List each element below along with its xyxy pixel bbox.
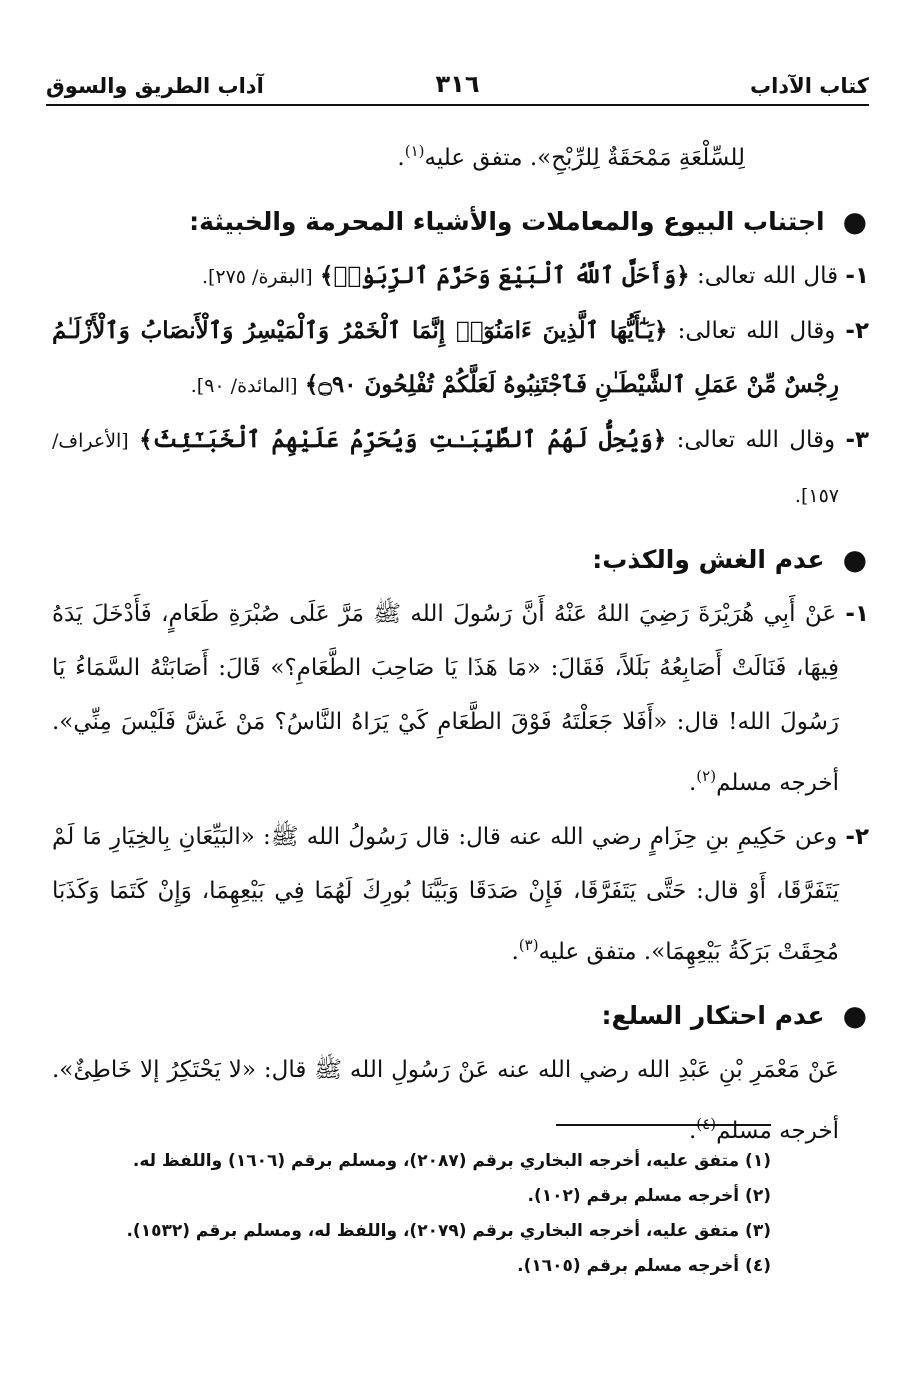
hadith-text: وعن حَكِيمِ بنِ حِزَامٍ رضي الله عنه قال: قال رَسُولُ الله ﷺ: «البَيِّعَانِ بِالخِيَارِ مَا لَمْ يَتَفَرَّقَا، أَوْ قال: حَتَّى يَتَفَرَّقَا، فَإِنْ صَدَقَا وَبَيَّنَا بُورِكَ لَهُمَا فِي بَيْعِهِمَا، وَإِنْ كَتَمَا وَكَذَبَا مُحِقَتْ بَرَكَةُ بَيْعِهِمَا». متفق عليه (52, 824, 839, 965)
verse-reference: [المائدة/ ٩٠]. (190, 375, 298, 397)
continuation-line (52, 124, 869, 185)
item-intro: وقال الله تعالى: (677, 318, 836, 344)
footnote-divider (556, 1124, 771, 1126)
item-intro: قال الله تعالى: (696, 263, 839, 289)
item-number: ٢- (845, 318, 870, 344)
continuation-end: . (397, 145, 405, 171)
item-number: ١- (845, 601, 870, 627)
verse-reference: [البقرة/ ٢٧٥]. (201, 266, 313, 288)
header-divider (46, 104, 869, 106)
footnote: (١) متفق عليه، أخرجه البخاري برقم (٢٠٨٧)، ومسلم برقم (١٦٠٦) واللفظ له. (132, 1151, 771, 1171)
footnote-marker: (١) (404, 142, 425, 160)
footnote: (٣) متفق عليه، أخرجه البخاري برقم (٢٠٧٩)، واللفظ له، ومسلم برقم (١٥٣٢). (126, 1221, 771, 1241)
hadith-text: عَنْ أَبِي هُرَيْرَةَ رَضِيَ اللهُ عَنْهُ أَنَّ رَسُولَ الله ﷺ مَرَّ عَلَى صُبْرَةِ طَعَامٍ، فَأَدْخَلَ يَدَهُ فِيهَا، فَنَالَتْ أَصَابِعُهُ بَلَلاً، فَقَالَ: «مَا هَذَا يَا صَاحِبَ الطَّعَامِ؟» قَالَ: أَصَابَتْهُ السَّمَاءُ يَا رَسُولَ الله! قال: «أَفَلا جَعَلْتَهُ فَوْقَ الطَّعَامِ كَيْ يَرَاهُ النَّاسُ؟ مَنْ غَشَّ فَلَيْسَ مِنِّي». أخرجه مسلم (52, 601, 839, 796)
quran-verse: ﴿وَيُحِلُّ لَهُمُ ٱلطَّيِّبَـٰتِ وَيُحَرِّمُ عَلَيْهِمُ ٱلْخَبَـٰٓئِثَ﴾ (139, 426, 667, 453)
bullet-icon: ● (842, 543, 867, 576)
page-header (46, 70, 869, 104)
section-heading-text: عدم احتكار السلع: (601, 1001, 825, 1030)
hadith-paragraph (52, 1043, 869, 1158)
continuation-text: لِلسِّلْعَةِ مَمْحَقَةٌ لِلرِّبْحِ». متفق عليه (424, 145, 745, 171)
section-heading-forbidden-dealings (52, 195, 869, 249)
item-number: ١- (845, 263, 869, 289)
footnotes (52, 1144, 771, 1284)
list-item (52, 249, 869, 304)
list-item (52, 587, 869, 810)
bullet-icon: ● (842, 205, 867, 238)
section-heading-text: اجتناب البيوع والمعاملات والأشياء المحرمة والخبيثة: (189, 207, 825, 236)
item-intro: وقال الله تعالى: (676, 427, 836, 453)
page-body (52, 124, 869, 1158)
book-title: كتاب الآداب (750, 74, 869, 98)
footnote-marker: (٣) (518, 936, 539, 954)
footnote-marker: (٢) (696, 767, 717, 785)
verse-reference: [الأعراف/ ١٥٧]. (52, 430, 839, 507)
quran-verse: ﴿يَـٰٓأَيُّهَا ٱلَّذِينَ ءَامَنُوٓا۟ إِنَّمَا ٱلْخَمْرُ وَٱلْمَيْسِرُ وَٱلْأَنصَابُ وَٱلْأَزْلَـٰمُ رِجْسٌ مِّنْ عَمَلِ ٱلشَّيْطَـٰنِ فَٱجْتَنِبُوهُ لَعَلَّكُمْ تُفْلِحُونَ ۝٩٠﴾ (52, 317, 839, 398)
section-heading-no-hoarding (52, 989, 869, 1043)
hadith-end: . (511, 939, 519, 965)
hadith-end: . (688, 1118, 697, 1144)
list-item (52, 413, 869, 523)
list-item (52, 304, 869, 413)
quran-verse: ﴿وَأَحَلَّ ٱللَّهُ ٱلْبَيْعَ وَحَرَّمَ ٱلرِّبَوٰا۟﴾ (320, 262, 690, 289)
page-number: ٣١٦ (435, 70, 480, 98)
chapter-title: آداب الطريق والسوق (46, 74, 264, 98)
hadith-end: . (688, 770, 697, 796)
footnote: (٤) أخرجه مسلم برقم (١٦٠٥). (517, 1256, 771, 1276)
hadith-text: عَنْ مَعْمَرِ بْنِ عَبْدِ الله رضي الله عنه عَنْ رَسُولِ الله ﷺ قال: «لا يَحْتَكِرُ إلا خَاطِئٌ». أخرجه مسلم (52, 1057, 839, 1144)
footnote: (٢) أخرجه مسلم برقم (١٠٢). (527, 1186, 771, 1206)
item-number: ٣- (845, 427, 870, 453)
section-heading-no-cheating (52, 533, 869, 587)
section-heading-text: عدم الغش والكذب: (592, 545, 825, 574)
footnote-marker: (٤) (696, 1115, 717, 1133)
item-number: ٢- (845, 824, 869, 850)
bullet-icon: ● (842, 999, 867, 1032)
list-item (52, 810, 869, 979)
